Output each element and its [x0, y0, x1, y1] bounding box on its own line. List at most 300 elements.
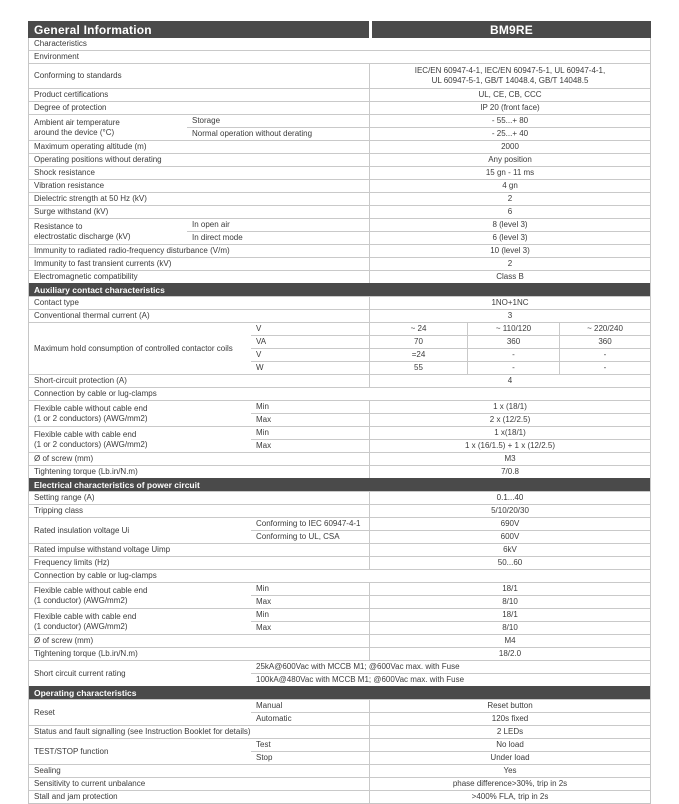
sub-row	[251, 439, 650, 452]
value-cell	[369, 219, 650, 231]
sub-label	[251, 414, 369, 426]
row-label	[29, 609, 251, 634]
text-line: Connection by cable or lug-clamps	[34, 571, 157, 580]
row-label	[29, 583, 251, 608]
sub-row	[251, 518, 650, 530]
sub-row	[251, 348, 650, 361]
value-cell	[369, 531, 650, 543]
value-cell	[369, 89, 650, 101]
sub-label	[251, 622, 369, 634]
text-line: In open air	[192, 220, 230, 229]
section-header	[29, 686, 650, 699]
value-cell	[369, 466, 650, 478]
text-line: Test	[256, 740, 271, 749]
spec-row	[29, 63, 650, 88]
text-line: Automatic	[256, 714, 292, 723]
spec-row	[29, 50, 650, 63]
row-label	[29, 648, 369, 660]
text-line: Immunity to radiated radio-frequency disturbance (V/m)	[34, 246, 230, 255]
text-line: Characteristics	[34, 39, 87, 48]
text-line: Conforming to UL, CSA	[256, 532, 340, 541]
section-title	[34, 480, 200, 490]
spec-row	[29, 218, 650, 244]
spec-row	[29, 140, 650, 153]
sub-label	[251, 700, 369, 712]
text-line: 25kA@600Vac with MCCB M1; @600Vac max. with Fuse	[256, 662, 460, 671]
text-line: (1 conductor) (AWG/mm2)	[34, 595, 128, 605]
value-cell	[369, 375, 650, 387]
row-label	[29, 115, 187, 140]
text-line: Operating positions without derating	[34, 155, 162, 164]
sub-row	[187, 127, 650, 140]
value-cell	[369, 193, 650, 205]
sub-row	[251, 361, 650, 374]
text-line: Flexible cable without cable end	[34, 403, 148, 413]
text-line: >400% FLA, trip in 2s	[471, 792, 549, 801]
text-line: Max	[256, 415, 272, 424]
row-label	[29, 323, 251, 374]
text-line: ~ 110/120	[495, 324, 532, 333]
text-line: -	[512, 363, 515, 372]
text-line: Max	[256, 597, 272, 606]
sub-label	[251, 609, 369, 621]
row-label	[29, 193, 369, 205]
text-line: Resistance to	[34, 221, 83, 231]
row-label	[29, 427, 251, 452]
sub-row	[251, 621, 650, 634]
spec-row	[29, 465, 650, 478]
text-line: 4 gn	[502, 181, 518, 190]
value-cell	[369, 713, 650, 725]
text-line: UL 60947-5-1, GB/T 14048.4, GB/T 14048.5	[431, 76, 589, 85]
text-line: Min	[256, 610, 269, 619]
text-line: 1 x(18/1)	[494, 428, 526, 437]
text-line: (1 or 2 conductors) (AWG/mm2)	[34, 413, 148, 423]
spec-row	[29, 790, 650, 803]
sub-label	[187, 115, 369, 127]
text-line: 2 LEDs	[496, 727, 524, 736]
text-line: electrostatic discharge (kV)	[34, 231, 131, 241]
row-label	[29, 544, 369, 556]
value-cell	[369, 102, 650, 114]
text-line: ~ 220/240	[587, 324, 623, 333]
value-cell	[369, 154, 650, 166]
sub-rows	[251, 323, 650, 374]
row-label	[29, 505, 369, 517]
sub-label	[251, 739, 369, 751]
sub-row	[251, 323, 650, 335]
row-label	[29, 297, 369, 309]
text-line: Storage	[192, 116, 221, 125]
spec-row	[29, 556, 650, 569]
value-cell	[369, 778, 650, 790]
text-line: 8/10	[502, 597, 518, 606]
text-line: - 55...+ 80	[491, 116, 529, 125]
row-label	[29, 635, 369, 647]
text-line: -	[603, 363, 607, 372]
text-line: 360	[598, 337, 612, 346]
sub-rows	[251, 700, 650, 725]
spec-row	[29, 153, 650, 166]
text-line: 7/0.8	[501, 467, 519, 476]
unit-label	[251, 362, 369, 374]
value-cell	[369, 310, 650, 322]
sub-rows	[187, 115, 650, 140]
text-line: 2	[507, 259, 513, 268]
text-line: 18/1	[502, 610, 518, 619]
row-label	[29, 51, 650, 63]
row-label	[29, 765, 369, 777]
spec-row	[29, 491, 650, 504]
text-line: Short circuit current rating	[34, 668, 126, 678]
text-line: Ambient air temperature	[34, 117, 120, 127]
value-cell	[559, 362, 650, 374]
spec-row	[29, 582, 650, 608]
text-line: Min	[256, 428, 269, 437]
spec-table	[28, 21, 651, 804]
sub-row	[187, 115, 650, 127]
value-cell	[369, 635, 650, 647]
sub-rows	[251, 609, 650, 634]
text-line: 120s fixed	[491, 714, 529, 723]
text-line: V	[256, 350, 262, 359]
value-cell	[369, 739, 650, 751]
row-label	[29, 388, 650, 400]
unit-label	[251, 349, 369, 361]
spec-row	[29, 166, 650, 179]
spec-row	[29, 452, 650, 465]
table-title: General Information	[28, 21, 369, 38]
value-cell	[467, 323, 559, 335]
value-cell	[369, 414, 650, 426]
section-title	[34, 688, 137, 698]
value-cell	[369, 596, 650, 608]
spec-row	[29, 88, 650, 101]
value-cell	[369, 115, 650, 127]
text-line: Conventional thermal current (A)	[34, 311, 150, 320]
sub-label	[251, 752, 369, 764]
sub-label	[251, 427, 369, 439]
text-line: UL, CE, CB, CCC	[478, 90, 542, 99]
sub-row	[251, 583, 650, 595]
sub-rows	[187, 219, 650, 244]
sub-row	[187, 231, 650, 244]
sub-rows	[251, 518, 650, 543]
value-cell	[467, 349, 559, 361]
text-line: phase difference>30%, trip in 2s	[452, 779, 568, 788]
text-line: Max	[256, 623, 272, 632]
text-line: M3	[504, 454, 516, 463]
spec-row	[29, 725, 650, 738]
text-line: 70	[414, 337, 423, 346]
row-label	[29, 154, 369, 166]
text-line: Tripping class	[34, 506, 84, 515]
sub-row	[251, 751, 650, 764]
row-label	[29, 401, 251, 426]
text-line: 6	[507, 207, 513, 216]
text-line: 2	[507, 194, 513, 203]
row-label	[29, 739, 251, 764]
model-name: BM9RE	[372, 21, 651, 38]
text-line: Operating characteristics	[34, 687, 137, 698]
spec-row	[29, 309, 650, 322]
text-line: =24	[411, 350, 426, 359]
row-label	[29, 219, 187, 244]
row-label	[29, 466, 369, 478]
sub-label	[251, 401, 369, 413]
section-header	[29, 478, 650, 491]
text-line: Auxiliary contact characteristics	[34, 284, 165, 295]
text-line: Maximum operating altitude (m)	[34, 142, 147, 151]
text-line: (1 conductor) (AWG/mm2)	[34, 621, 128, 631]
row-label	[29, 102, 369, 114]
text-line: - 25...+ 40	[491, 129, 529, 138]
value-cell	[369, 167, 650, 179]
text-line: 1 x (16/1.5) + 1 x (12/2.5)	[464, 441, 556, 450]
text-line: Class B	[496, 272, 524, 281]
value-cell	[369, 271, 650, 283]
spec-row	[29, 634, 650, 647]
spec-row	[29, 426, 650, 452]
text-line: VA	[256, 337, 267, 346]
spec-row	[29, 374, 650, 387]
row-label	[29, 64, 369, 88]
spec-row	[29, 517, 650, 543]
spec-row	[29, 114, 650, 140]
text-line: 8/10	[502, 623, 518, 632]
text-line: 4	[507, 376, 513, 385]
spec-row	[29, 101, 650, 114]
text-line: around the device (°C)	[34, 127, 115, 137]
value-cell	[369, 180, 650, 192]
spec-table-body	[28, 38, 651, 804]
value-cell	[369, 232, 650, 244]
row-label	[29, 167, 369, 179]
value-cell	[369, 791, 650, 803]
row-label	[29, 726, 369, 738]
text-line: Flexible cable without cable end	[34, 585, 148, 595]
value-cell	[369, 505, 650, 517]
value-cell	[369, 206, 650, 218]
text-line: 2000	[501, 142, 519, 151]
wide-value-cell	[251, 674, 650, 686]
text-line: Min	[256, 584, 269, 593]
text-line: 600V	[500, 532, 520, 541]
value-cell	[559, 349, 650, 361]
text-line: 50...60	[497, 558, 523, 567]
sub-row	[251, 700, 650, 712]
value-cell	[369, 622, 650, 634]
sub-label	[251, 518, 369, 530]
text-line: Rated insulation voltage Ui	[34, 525, 130, 535]
text-line: V	[256, 324, 262, 333]
text-line: ~ 24	[410, 324, 427, 333]
text-line: 6 (level 3)	[492, 233, 528, 242]
sub-label	[251, 531, 369, 543]
value-cell	[369, 362, 467, 374]
text-line: Yes	[503, 766, 517, 775]
text-line: Rated impulse withstand voltage Uimp	[34, 545, 171, 554]
text-line: IEC/EN 60947-4-1, IEC/EN 60947-5-1, UL 60947-4-1,	[414, 66, 606, 75]
text-line: 1 x (18/1)	[493, 402, 527, 411]
value-cell	[369, 64, 650, 88]
value-cell	[369, 557, 650, 569]
spec-row	[29, 257, 650, 270]
row-label	[29, 453, 369, 465]
text-line: Reset	[34, 707, 55, 717]
sub-rows	[251, 661, 650, 686]
text-line: 18/1	[502, 584, 518, 593]
spec-row	[29, 764, 650, 777]
spec-row	[29, 738, 650, 764]
spec-row	[29, 660, 650, 686]
row-label	[29, 310, 369, 322]
sub-row	[251, 401, 650, 413]
sub-label	[251, 713, 369, 725]
value-cell	[369, 128, 650, 140]
text-line: 5/10/20/30	[491, 506, 529, 515]
value-cell	[369, 700, 650, 712]
text-line: Reset button	[487, 701, 533, 710]
text-line: 10 (level 3)	[490, 246, 530, 255]
row-label	[29, 245, 369, 257]
sub-label	[187, 232, 369, 244]
sub-row	[187, 219, 650, 231]
section-title	[34, 285, 165, 295]
spec-row	[29, 699, 650, 725]
text-line: Min	[256, 402, 269, 411]
text-line: 1NO+1NC	[491, 298, 529, 307]
spec-row	[29, 387, 650, 400]
row-label	[29, 492, 369, 504]
value-cell	[369, 765, 650, 777]
spec-row	[29, 777, 650, 790]
text-line: Environment	[34, 52, 79, 61]
text-line: (1 or 2 conductors) (AWG/mm2)	[34, 439, 148, 449]
value-cell	[369, 141, 650, 153]
sub-rows	[251, 427, 650, 452]
table-header-row	[28, 21, 651, 38]
text-line: Product certifications	[34, 90, 109, 99]
text-line: Frequency limits (Hz)	[34, 558, 110, 567]
row-label	[29, 661, 251, 686]
text-line: Shock resistance	[34, 168, 95, 177]
sub-label	[251, 440, 369, 452]
spec-row	[29, 179, 650, 192]
spec-row	[29, 270, 650, 283]
sub-row	[251, 413, 650, 426]
sub-row	[251, 661, 650, 673]
sub-row	[251, 609, 650, 621]
text-line: 2 x (12/2.5)	[489, 415, 531, 424]
value-cell	[369, 583, 650, 595]
text-line: Under load	[490, 753, 530, 762]
sub-rows	[251, 739, 650, 764]
spec-row	[29, 322, 650, 374]
value-cell	[369, 336, 467, 348]
row-label	[29, 700, 251, 725]
sub-row	[251, 673, 650, 686]
sub-label	[251, 583, 369, 595]
text-line: Ø of screw (mm)	[34, 454, 94, 463]
text-line: Electromagnetic compatibility	[34, 272, 138, 281]
text-line: Tightening torque (Lb.in/N.m)	[34, 467, 138, 476]
value-cell	[559, 323, 650, 335]
row-label	[29, 791, 369, 803]
unit-label	[251, 336, 369, 348]
unit-label	[251, 323, 369, 335]
text-line: Immunity to fast transient currents (kV)	[34, 259, 172, 268]
text-line: Stop	[256, 753, 273, 762]
spec-row	[29, 543, 650, 556]
row-label	[29, 89, 369, 101]
text-line: Connection by cable or lug-clamps	[34, 389, 157, 398]
row-label	[29, 375, 369, 387]
text-line: Ø of screw (mm)	[34, 636, 94, 645]
value-cell	[369, 609, 650, 621]
spec-row	[29, 296, 650, 309]
text-line: 0.1...40	[496, 493, 524, 502]
value-cell	[369, 453, 650, 465]
text-line: Sealing	[34, 766, 61, 775]
text-line: Short-circuit protection (A)	[34, 376, 127, 385]
text-line: -	[603, 350, 607, 359]
text-line: Degree of protection	[34, 103, 107, 112]
value-cell	[467, 362, 559, 374]
text-line: 6kV	[503, 545, 517, 554]
text-line: Tightening torque (Lb.in/N.m)	[34, 649, 138, 658]
text-line: Conforming to IEC 60947-4-1	[256, 519, 361, 528]
text-line: TEST/STOP function	[34, 746, 109, 756]
text-line: IP 20 (front face)	[480, 103, 540, 112]
text-line: 15 gn - 11 ms	[485, 168, 535, 177]
text-line: Normal operation without derating	[192, 129, 313, 138]
text-line: Sensitivity to current unbalance	[34, 779, 146, 788]
text-line: 360	[506, 337, 521, 346]
spec-row	[29, 38, 650, 50]
sub-label	[187, 219, 369, 231]
row-label	[29, 570, 650, 582]
value-cell	[467, 336, 559, 348]
text-line: Status and fault signalling (see Instruction Booklet for details)	[34, 727, 251, 736]
row-label	[29, 38, 650, 50]
sub-row	[251, 712, 650, 725]
sub-label	[187, 128, 369, 140]
text-line: Maximum hold consumption of controlled contactor coils	[34, 343, 233, 353]
sub-label	[251, 596, 369, 608]
sub-row	[251, 739, 650, 751]
spec-row	[29, 569, 650, 582]
text-line: Max	[256, 441, 272, 450]
sub-rows	[251, 583, 650, 608]
value-cell	[369, 648, 650, 660]
value-cell	[369, 544, 650, 556]
row-label	[29, 258, 369, 270]
text-line: 8 (level 3)	[492, 220, 528, 229]
spec-row	[29, 504, 650, 517]
spec-row	[29, 647, 650, 660]
sub-rows	[251, 401, 650, 426]
value-cell	[369, 323, 467, 335]
text-line: 690V	[500, 519, 520, 528]
text-line: Flexible cable with cable end	[34, 429, 137, 439]
text-line: W	[256, 363, 264, 372]
spec-row	[29, 205, 650, 218]
text-line: Electrical characteristics of power circuit	[34, 479, 200, 490]
spec-row	[29, 400, 650, 426]
text-line: Surge withstand (kV)	[34, 207, 109, 216]
sub-row	[251, 530, 650, 543]
